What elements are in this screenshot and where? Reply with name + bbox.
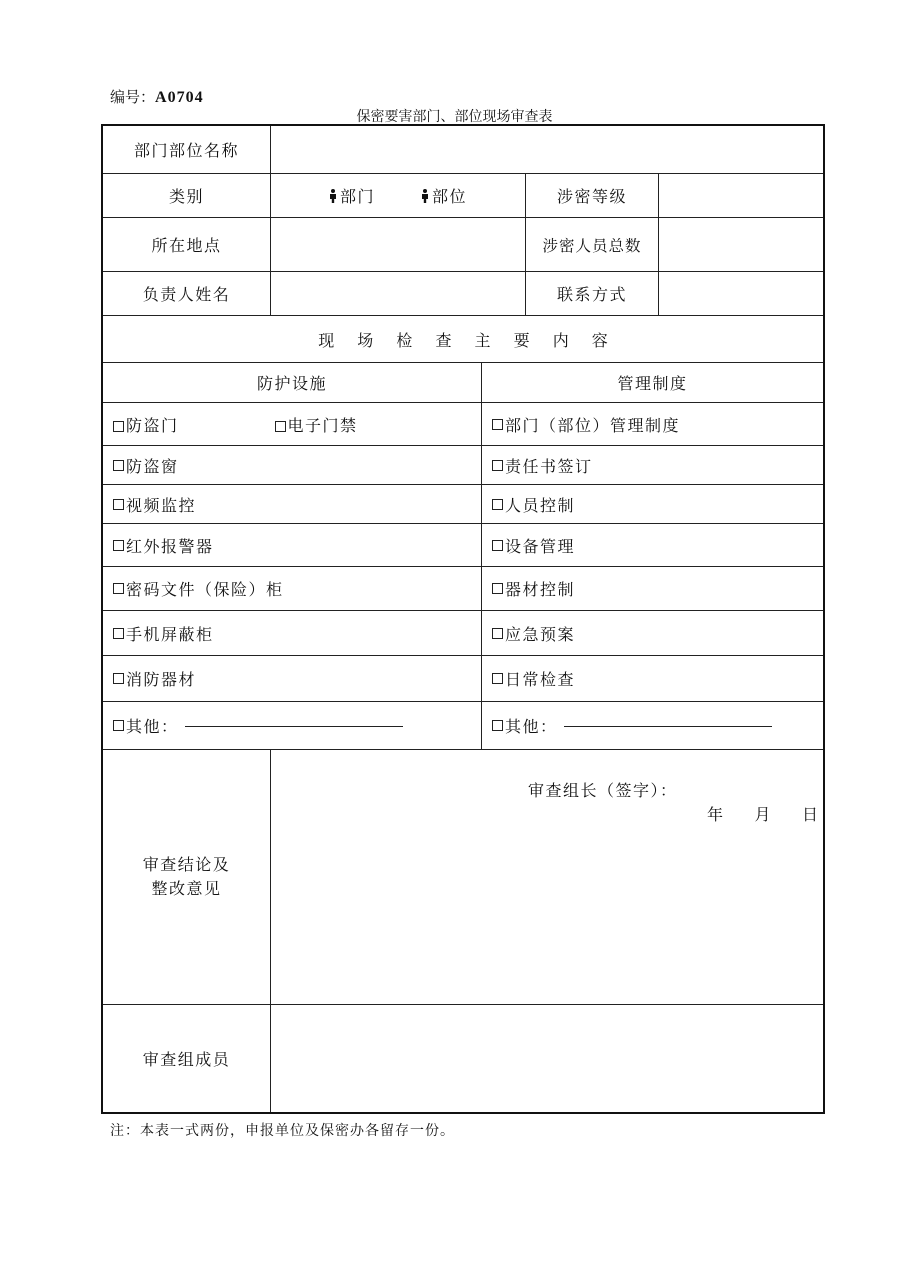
checkbox-material-control[interactable]: 器材控制 (482, 567, 823, 610)
members-field[interactable] (271, 1005, 823, 1112)
checkbox-icon (492, 540, 503, 551)
checkbox-icon (113, 673, 124, 684)
checkbox-icon (113, 628, 124, 639)
location-label: 所在地点 (151, 236, 222, 255)
checkbox-icon (113, 583, 124, 594)
date-year: 年 (707, 805, 725, 824)
category-option-department[interactable]: 部门 (329, 184, 375, 207)
protection-header: 防护设施 (256, 374, 327, 393)
checkbox-access-control[interactable]: 电子门禁 (275, 413, 358, 436)
person-in-charge-field[interactable] (271, 272, 525, 315)
person-icon (421, 189, 429, 203)
department-name-field[interactable] (271, 126, 823, 173)
secret-staff-label: 涉密人员总数 (542, 236, 642, 255)
location-field[interactable] (271, 218, 525, 271)
members-label: 审查组成员 (142, 1050, 231, 1069)
person-icon (329, 189, 337, 203)
person-in-charge-label: 负责人姓名 (142, 285, 231, 304)
checkbox-protection-other[interactable]: 其他： (103, 702, 481, 749)
department-name-label: 部门部位名称 (133, 141, 239, 160)
checkbox-icon (492, 583, 503, 594)
checkbox-icon (113, 421, 124, 432)
protection-row (103, 403, 481, 445)
protection-other-blank[interactable] (185, 725, 403, 727)
document-number (110, 86, 204, 107)
management-other-blank[interactable] (564, 725, 772, 727)
checkbox-icon (492, 499, 503, 510)
checkbox-daily-inspection[interactable]: 日常检查 (482, 656, 823, 701)
checkbox-icon (492, 628, 503, 639)
checkbox-phone-shield-cabinet[interactable]: 手机屏蔽柜 (103, 611, 481, 655)
checkbox-video-surveillance[interactable]: 视频监控 (103, 485, 481, 523)
secret-level-label: 涉密等级 (556, 187, 627, 206)
category-option-position[interactable]: 部位 (421, 184, 467, 207)
checkbox-icon (492, 673, 503, 684)
checkbox-icon (113, 499, 124, 510)
secret-level-field[interactable] (659, 174, 823, 217)
conclusion-field[interactable] (271, 750, 823, 1004)
checkbox-anti-theft-door[interactable]: 防盗门 (113, 413, 179, 436)
checkbox-icon (113, 460, 124, 471)
checkbox-responsibility-letter[interactable]: 责任书签订 (482, 446, 823, 484)
audit-form-table (101, 124, 825, 1114)
checkbox-safe-cabinet[interactable]: 密码文件（保险）柜 (103, 567, 481, 610)
checkbox-management-system[interactable]: 部门（部位）管理制度 (482, 403, 823, 445)
document-number-value: A0704 (155, 89, 204, 106)
checkbox-equipment-management[interactable]: 设备管理 (482, 524, 823, 566)
checkbox-icon (492, 419, 503, 430)
checkbox-anti-theft-window[interactable]: 防盗窗 (103, 446, 481, 484)
checkbox-icon (113, 540, 124, 551)
management-header: 管理制度 (617, 374, 688, 393)
secret-staff-field[interactable] (659, 218, 823, 271)
checkbox-icon (113, 720, 124, 731)
category-options (271, 174, 525, 217)
checkbox-infrared-alarm[interactable]: 红外报警器 (103, 524, 481, 566)
date-day: 日 (802, 805, 820, 824)
section-title: 现 场 检 查 主 要 内 容 (318, 330, 608, 350)
sign-date (707, 802, 820, 825)
date-month: 月 (754, 805, 773, 824)
checkbox-icon (275, 421, 286, 432)
conclusion-label: 审查结论及 整改意见 (142, 855, 231, 898)
form-title: 保密要害部门、部位现场审查表 (356, 109, 553, 125)
contact-label: 联系方式 (556, 285, 627, 304)
checkbox-management-other[interactable]: 其他： (482, 702, 823, 749)
checkbox-personnel-control[interactable]: 人员控制 (482, 485, 823, 523)
leader-sign-label: 审查组长（签字）： (528, 781, 678, 800)
checkbox-icon (492, 460, 503, 471)
footer-note: 注：本表一式两份，申报单位及保密办各留存一份。 (110, 1123, 455, 1139)
checkbox-fire-equipment[interactable]: 消防器材 (103, 656, 481, 701)
contact-field[interactable] (659, 272, 823, 315)
checkbox-icon (492, 720, 503, 731)
checkbox-emergency-plan[interactable]: 应急预案 (482, 611, 823, 655)
category-label: 类别 (168, 187, 204, 206)
document-number-label: 编号： (110, 88, 156, 106)
